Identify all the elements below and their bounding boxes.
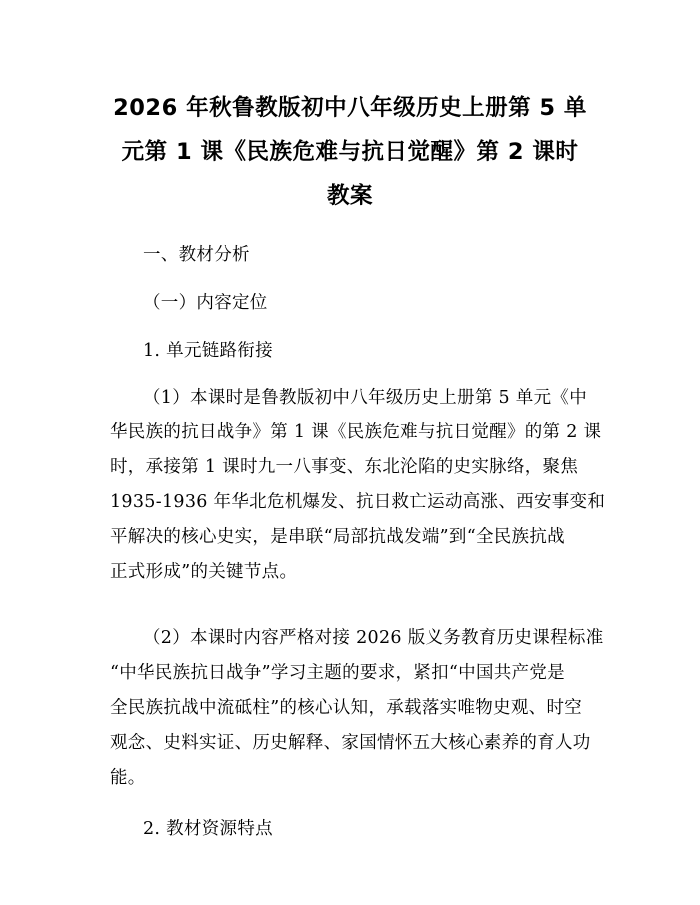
item-heading-1: 1. 单元链路衔接 xyxy=(143,341,273,361)
para1-line-1: （1）本课时是鲁教版初中八年级历史上册第 5 单元《中 xyxy=(143,388,587,408)
item-heading-2: 2. 教材资源特点 xyxy=(143,819,273,839)
section-heading: 一、教材分析 xyxy=(143,245,250,265)
para1-line-3: 时，承接第 1 课时九一八事变、东北沦陷的史实脉络，聚焦 xyxy=(110,457,579,477)
para2-line-3: 全民族抗战中流砥柱”的核心认知，承载落实唯物史观、时空 xyxy=(110,698,583,718)
para2-line-2: “中华民族抗日战争”学习主题的要求，紧扣“中国共产党是 xyxy=(110,663,565,683)
doc-title-line-2: 元第 1 课《民族危难与抗日觉醒》第 2 课时 xyxy=(121,139,579,165)
para2-line-1: （2）本课时内容严格对接 2026 版义务教育历史课程标准 xyxy=(143,628,604,648)
para1-line-5: 平解决的核心史实，是串联“局部抗战发端”到“全民族抗战 xyxy=(110,527,565,547)
doc-title-line-3: 教案 xyxy=(326,183,373,209)
para1-line-2: 华民族的抗日战争》第 1 课《民族危难与抗日觉醒》的第 2 课 xyxy=(110,422,602,442)
subsection-heading: （一）内容定位 xyxy=(143,293,268,313)
para2-line-5: 能。 xyxy=(110,768,146,788)
doc-title-line-1: 2026 年秋鲁教版初中八年级历史上册第 5 单 xyxy=(113,95,587,121)
para2-line-4: 观念、史料实证、历史解释、家国情怀五大核心素养的育人功 xyxy=(110,733,591,753)
para1-line-6: 正式形成”的关键节点。 xyxy=(110,562,298,582)
para1-line-4: 1935-1936 年华北危机爆发、抗日救亡运动高涨、西安事变和 xyxy=(110,492,606,512)
